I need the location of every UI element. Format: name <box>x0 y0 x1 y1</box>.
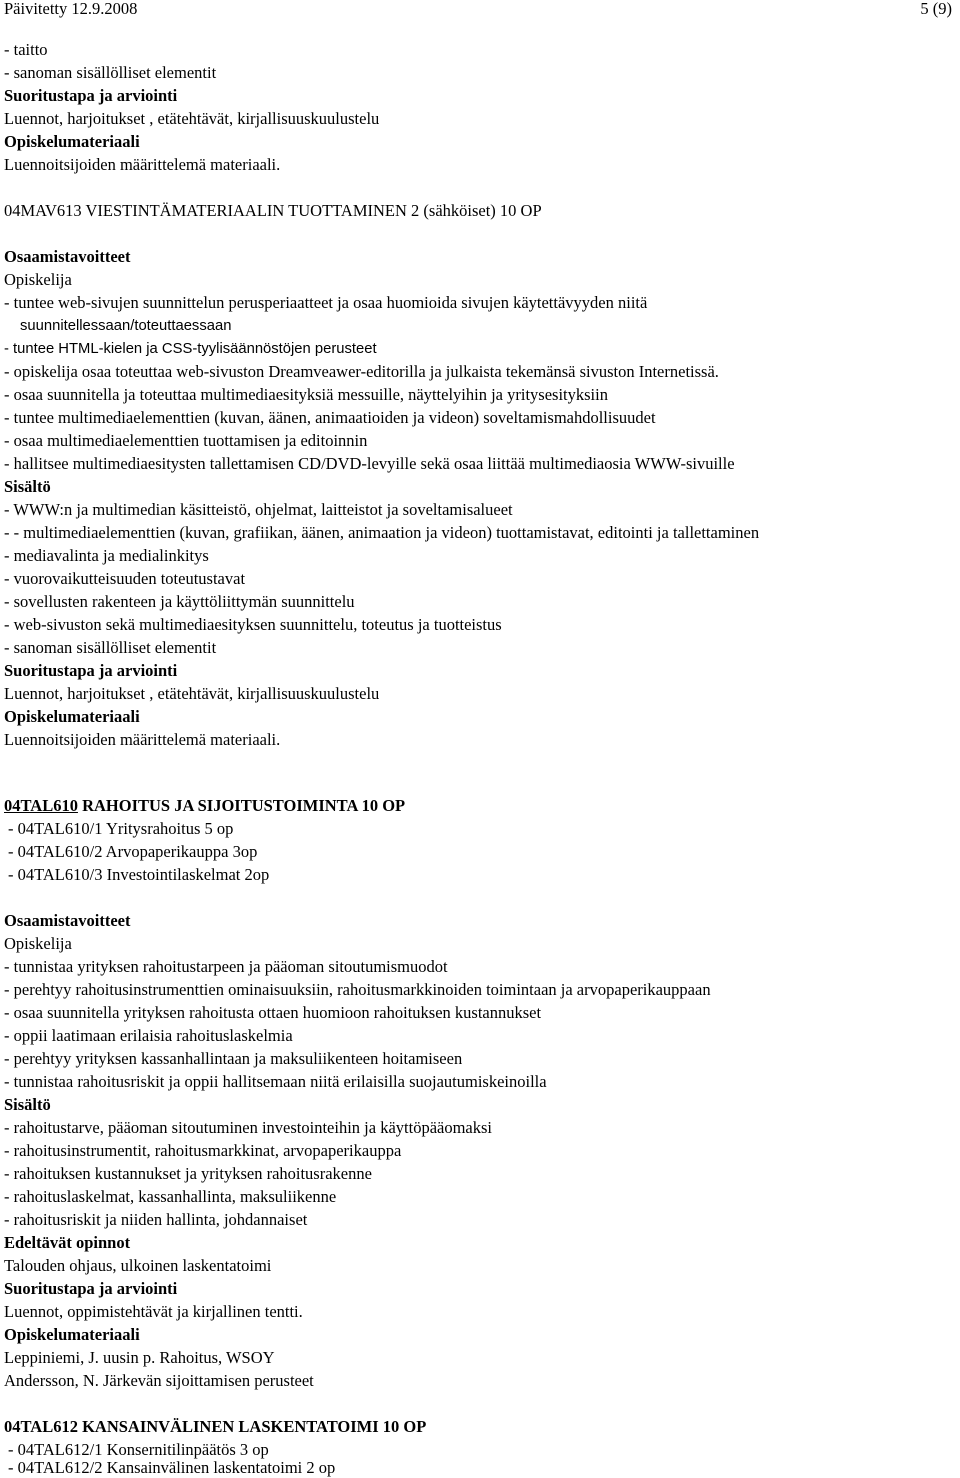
list-item: - rahoituksen kustannukset ja yrityksen rahoitusrakenne <box>4 1164 372 1183</box>
list-item: - perehtyy yrityksen kassanhallintaan ja maksuliikenteen hoitamiseen <box>4 1049 463 1068</box>
list-item: - opiskelija osaa toteuttaa web-sivuston Dreamveawer-editorilla ja julkaista tekemänsä sivuston Internetissä. <box>4 362 719 381</box>
list-item: - tuntee HTML-kielen ja CSS-tyylisäännöstöjen perusteet <box>4 341 377 357</box>
prereq-text: Talouden ohjaus, ulkoinen laskentatoimi <box>4 1256 272 1275</box>
list-item: - tuntee web-sivujen suunnittelun perusperiaatteet ja osaa huomioida sivujen käytettävyyden niitä <box>4 293 648 312</box>
section-heading: Sisältö <box>4 477 51 496</box>
list-item: - sovellusten rakenteen ja käyttöliittymän suunnittelu <box>4 592 355 611</box>
list-item: - osaa suunnitella ja toteuttaa multimediaesityksiä messuille, näyttelyihin ja yritysesityksiin <box>4 385 608 404</box>
section-heading: Edeltävät opinnot <box>4 1233 131 1252</box>
list-item: - tuntee multimediaelementtien (kuvan, äänen, animaatioiden ja videon) soveltamismahdollisuudet <box>4 408 656 427</box>
list-item: - vuorovaikutteisuuden toteutustavat <box>4 569 246 588</box>
section-heading: Opiskelumateriaali <box>4 1325 140 1344</box>
list-item: - sanoman sisällölliset elementit <box>4 638 217 657</box>
list-item: - web-sivuston sekä multimediaesityksen suunnittelu, toteutus ja tuotteistus <box>4 615 502 634</box>
list-item: - osaa suunnitella yrityksen rahoitusta ottaen huomioon rahoituksen kustannukset <box>4 1003 542 1022</box>
list-item: - - multimediaelementtien (kuvan, grafiikan, äänen, animaation ja videon) tuottamistavat, editointi ja tallettaminen <box>4 523 760 542</box>
list-item: - 04TAL610/2 Arvopaperikauppa 3op <box>8 842 258 861</box>
material-text: Andersson, N. Järkevän sijoittamisen perusteet <box>4 1371 314 1390</box>
section-heading: Osaamistavoitteet <box>4 911 131 930</box>
section-heading: Suoritustapa ja arviointi <box>4 86 178 105</box>
method-text: Luennot, harjoitukset , etätehtävät, kirjallisuuskuulustelu <box>4 684 380 703</box>
list-item: - perehtyy rahoitusinstrumenttien ominaisuuksiin, rahoitusmarkkinoiden toimintaan ja arvopaperikauppaan <box>4 980 711 999</box>
student-label: Opiskelija <box>4 934 72 953</box>
list-item: - osaa multimediaelementtien tuottamisen ja editoinnin <box>4 431 368 450</box>
section-heading: Opiskelumateriaali <box>4 132 140 151</box>
section-heading: Sisältö <box>4 1095 51 1114</box>
section-heading: Suoritustapa ja arviointi <box>4 1279 178 1298</box>
course-title <box>4 796 405 816</box>
list-item: - mediavalinta ja medialinkitys <box>4 546 209 565</box>
list-item: - sanoman sisällölliset elementit <box>4 63 217 82</box>
list-item: - WWW:n ja multimedian käsitteistö, ohjelmat, laitteistot ja soveltamisalueet <box>4 500 513 519</box>
section-heading: Suoritustapa ja arviointi <box>4 661 178 680</box>
section-heading: Osaamistavoitteet <box>4 247 131 266</box>
list-item: - 04TAL610/3 Investointilaskelmat 2op <box>8 865 270 884</box>
updated-date: Päivitetty 12.9.2008 <box>4 0 138 18</box>
student-label: Opiskelija <box>4 270 72 289</box>
list-item: - 04TAL612/1 Konsernitilinpäätös 3 op <box>8 1440 269 1459</box>
material-text: Leppiniemi, J. uusin p. Rahoitus, WSOY <box>4 1348 275 1367</box>
course-title: 04TAL612 KANSAINVÄLINEN LASKENTATOIMI 10 OP <box>4 1417 427 1436</box>
section-heading: Opiskelumateriaali <box>4 707 140 726</box>
material-text: Luennoitsijoiden määrittelemä materiaali. <box>4 730 281 749</box>
list-item: - hallitsee multimediaesitysten tallettamisen CD/DVD-levyille sekä osaa liittää multimediaosia WWW-sivuille <box>4 454 735 473</box>
page-number: 5 (9) <box>920 0 952 18</box>
method-text: Luennot, harjoitukset , etätehtävät, kirjallisuuskuulustelu <box>4 109 380 128</box>
list-item: - taitto <box>4 40 48 59</box>
list-item: - oppii laatimaan erilaisia rahoituslaskelmia <box>4 1026 293 1045</box>
material-text: Luennoitsijoiden määrittelemä materiaali. <box>4 155 281 174</box>
list-item: - rahoitusriskit ja niiden hallinta, johdannaiset <box>4 1210 308 1229</box>
list-item: - rahoitusinstrumentit, rahoitusmarkkinat, arvopaperikauppa <box>4 1141 402 1160</box>
list-item: - rahoituslaskelmat, kassanhallinta, maksuliikenne <box>4 1187 337 1206</box>
course-title: 04MAV613 VIESTINTÄMATERIAALIN TUOTTAMINEN 2 (sähköiset) 10 OP <box>4 201 542 220</box>
course-code: 04TAL610 <box>4 796 78 815</box>
course-title-text: RAHOITUS JA SIJOITUSTOIMINTA 10 OP <box>82 796 406 815</box>
list-item: suunnitellessaan/toteuttaessaan <box>20 318 232 334</box>
list-item: - 04TAL612/2 Kansainvälinen laskentatoimi 2 op <box>8 1458 336 1477</box>
list-item: - rahoitustarve, pääoman sitoutuminen investointeihin ja käyttöpääomaksi <box>4 1118 493 1137</box>
list-item: - tunnistaa rahoitusriskit ja oppii hallitsemaan niitä erilaisilla suojautumiskeinoilla <box>4 1072 547 1091</box>
page-header <box>0 0 952 21</box>
list-item: - tunnistaa yrityksen rahoitustarpeen ja pääoman sitoutumismuodot <box>4 957 448 976</box>
method-text: Luennot, oppimistehtävät ja kirjallinen tentti. <box>4 1302 303 1321</box>
list-item: - 04TAL610/1 Yritysrahoitus 5 op <box>8 819 234 838</box>
